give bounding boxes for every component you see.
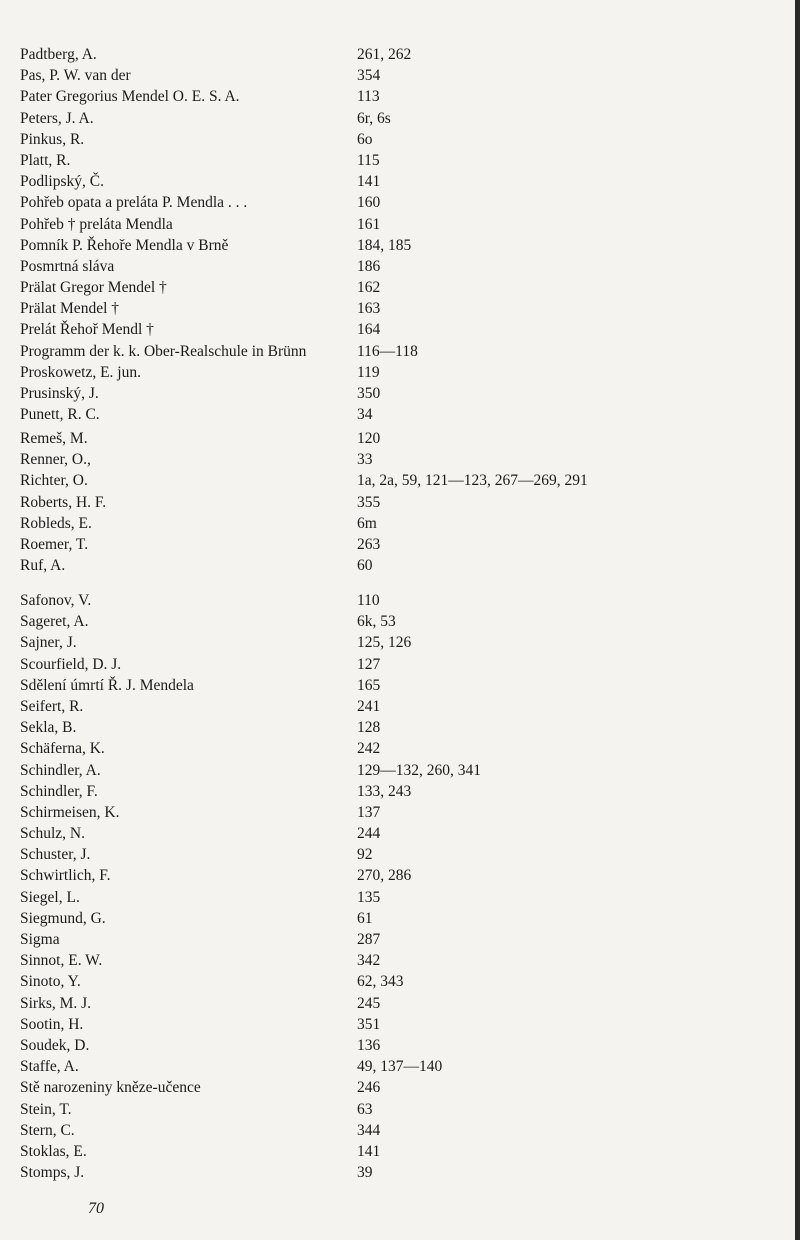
index-group-s — [20, 590, 780, 1183]
entry-name: Schäferna, K. — [20, 740, 105, 758]
entry-pages: 136 — [357, 1036, 381, 1054]
entry-name: Remeš, M. — [20, 430, 88, 447]
entry-pages: 125, 126 — [357, 634, 412, 652]
index-entry — [20, 1056, 780, 1077]
entry-name: Pohřeb † preláta Mendla — [20, 215, 173, 233]
index-entry — [20, 696, 780, 717]
index-entry — [20, 654, 780, 675]
entry-name: Posmrtná sláva — [20, 257, 115, 275]
entry-pages: 133, 243 — [357, 782, 412, 800]
entry-name: Schindler, A. — [20, 761, 101, 779]
entry-name: Pohřeb opata a preláta P. Mendla . . . — [20, 194, 248, 212]
entry-name: Scourfield, D. J. — [20, 655, 122, 673]
entry-pages: 342 — [357, 952, 381, 970]
index-entry — [20, 802, 780, 823]
entry-name: Safonov, V. — [20, 592, 92, 609]
entry-name: Prälat Mendel † — [20, 300, 120, 318]
entry-pages: 350 — [357, 385, 381, 402]
index-entry — [20, 192, 780, 213]
index-entry — [20, 865, 780, 886]
entry-name: Roemer, T. — [20, 535, 89, 553]
index-entry — [20, 534, 780, 555]
entry-name: Pomník P. Řehoře Mendla v Brně — [20, 236, 229, 254]
entry-name: Platt, R. — [20, 151, 71, 169]
entry-pages: 92 — [357, 846, 373, 864]
entry-name: Peters, J. A. — [20, 109, 94, 127]
entry-pages: 355 — [357, 493, 381, 511]
index-entry — [20, 887, 780, 908]
entry-name: Stě narozeniny kněze-učence — [20, 1079, 201, 1097]
entry-pages: 62, 343 — [357, 973, 404, 991]
index-entry — [20, 1035, 780, 1056]
entry-pages: 263 — [357, 535, 381, 553]
entry-name: Prälat Gregor Mendel † — [20, 279, 167, 297]
entry-pages: 162 — [357, 279, 381, 297]
entry-pages: 110 — [357, 592, 380, 609]
index-entry — [20, 108, 780, 129]
entry-name: Ruf, A. — [20, 557, 66, 575]
entry-pages: 6m — [357, 514, 377, 532]
index-entry — [20, 404, 780, 425]
index-entry — [20, 298, 780, 319]
entry-pages: 161 — [357, 215, 381, 233]
index-entry — [20, 214, 780, 235]
entry-pages: 120 — [357, 430, 381, 447]
index-entry — [20, 823, 780, 844]
entry-pages: 246 — [357, 1079, 381, 1097]
page-number: 70 — [88, 1200, 104, 1217]
entry-pages: 351 — [357, 1015, 381, 1033]
index-entry — [20, 86, 780, 107]
entry-pages: 63 — [357, 1100, 373, 1118]
entry-name: Richter, O. — [20, 472, 88, 490]
entry-name: Sageret, A. — [20, 613, 89, 631]
entry-name: Roberts, H. F. — [20, 493, 107, 511]
entry-name: Sajner, J. — [20, 634, 77, 652]
index-entry — [20, 738, 780, 759]
index-entry — [20, 383, 780, 404]
entry-pages: 344 — [357, 1121, 381, 1139]
entry-pages: 113 — [357, 88, 380, 106]
index-entry — [20, 632, 780, 653]
entry-pages: 184, 185 — [357, 236, 412, 254]
index-entry — [20, 129, 780, 150]
index-entry — [20, 277, 780, 298]
entry-pages: 245 — [357, 994, 381, 1012]
entry-pages: 33 — [357, 451, 373, 469]
entry-name: Sigma — [20, 931, 60, 948]
index-entry — [20, 590, 780, 611]
index-entry — [20, 675, 780, 696]
index-entry — [20, 929, 780, 950]
entry-pages: 39 — [357, 1164, 373, 1182]
entry-pages: 242 — [357, 740, 381, 758]
entry-name: Stein, T. — [20, 1100, 72, 1118]
entry-pages: 287 — [357, 931, 381, 948]
index-entry — [20, 150, 780, 171]
entry-name: Soudek, D. — [20, 1036, 90, 1054]
index-entry — [20, 65, 780, 86]
entry-name: Siegmund, G. — [20, 909, 106, 927]
index-group-r — [20, 428, 780, 576]
entry-pages: 116—118 — [357, 342, 418, 360]
entry-pages: 6r, 6s — [357, 109, 391, 127]
index-entry — [20, 760, 780, 781]
entry-pages: 270, 286 — [357, 867, 412, 885]
index-entry — [20, 492, 780, 513]
entry-name: Schirmeisen, K. — [20, 803, 120, 821]
entry-pages: 6o — [357, 130, 373, 148]
entry-pages: 128 — [357, 719, 381, 737]
entry-name: Proskowetz, E. jun. — [20, 363, 141, 381]
index-entry — [20, 717, 780, 738]
index-entry — [20, 555, 780, 576]
entry-pages: 354 — [357, 67, 381, 85]
entry-pages: 164 — [357, 321, 381, 339]
entry-name: Staffe, A. — [20, 1058, 79, 1076]
index-entry — [20, 971, 780, 992]
index-entry — [20, 362, 780, 383]
index-entry — [20, 844, 780, 865]
entry-name: Schindler, F. — [20, 782, 98, 800]
index-entry — [20, 513, 780, 534]
entry-pages: 61 — [357, 909, 373, 927]
entry-pages: 186 — [357, 257, 381, 275]
index-group-p — [20, 44, 780, 425]
entry-pages: 160 — [357, 194, 381, 212]
entry-name: Punett, R. C. — [20, 406, 100, 424]
entry-pages: 135 — [357, 888, 381, 906]
entry-pages: 6k, 53 — [357, 613, 396, 631]
entry-name: Sinnot, E. W. — [20, 952, 103, 970]
index-entry — [20, 950, 780, 971]
entry-pages: 141 — [357, 173, 381, 191]
entry-name: Padtberg, A. — [20, 46, 97, 63]
entry-pages: 34 — [357, 406, 373, 424]
index-entry — [20, 1099, 780, 1120]
entry-name: Pas, P. W. van der — [20, 67, 131, 85]
index-entry — [20, 908, 780, 929]
index-entry — [20, 611, 780, 632]
index-entry — [20, 44, 780, 65]
entry-pages: 241 — [357, 697, 381, 715]
index-entry — [20, 235, 780, 256]
entry-pages: 244 — [357, 825, 381, 843]
entry-pages: 49, 137—140 — [357, 1058, 443, 1076]
entry-name: Sirks, M. J. — [20, 994, 92, 1012]
entry-pages: 1a, 2a, 59, 121—123, 267—269, 291 — [357, 472, 588, 490]
entry-name: Sootin, H. — [20, 1015, 84, 1033]
index-entry — [20, 256, 780, 277]
index-entry — [20, 428, 780, 449]
entry-name: Robleds, E. — [20, 514, 92, 532]
entry-name: Programm der k. k. Ober-Realschule in Brünn — [20, 342, 307, 360]
entry-pages: 137 — [357, 803, 381, 821]
entry-name: Seifert, R. — [20, 697, 84, 715]
index-entry — [20, 1141, 780, 1162]
index-entry — [20, 171, 780, 192]
entry-name: Prusinský, J. — [20, 385, 99, 402]
index-entry — [20, 993, 780, 1014]
index-entry — [20, 1162, 780, 1183]
index-entry — [20, 1120, 780, 1141]
entry-pages: 127 — [357, 655, 381, 673]
entry-name: Renner, O., — [20, 451, 91, 469]
entry-name: Pinkus, R. — [20, 130, 85, 148]
entry-name: Sinoto, Y. — [20, 973, 81, 991]
entry-name: Schulz, N. — [20, 825, 86, 843]
entry-pages: 60 — [357, 557, 373, 575]
entry-name: Sdělení úmrtí Ř. J. Mendela — [20, 676, 194, 694]
index-entry — [20, 1077, 780, 1098]
entry-name: Podlipský, Č. — [20, 173, 104, 191]
entry-name: Stern, C. — [20, 1121, 75, 1139]
index-entry — [20, 341, 780, 362]
entry-name: Sekla, B. — [20, 719, 77, 737]
entry-name: Siegel, L. — [20, 888, 80, 906]
entry-name: Prelát Řehoř Mendl † — [20, 321, 154, 339]
entry-pages: 165 — [357, 676, 381, 694]
index-entry — [20, 781, 780, 802]
entry-name: Stomps, J. — [20, 1164, 85, 1182]
entry-name: Schuster, J. — [20, 846, 91, 864]
entry-pages: 119 — [357, 363, 380, 381]
index-entry — [20, 319, 780, 340]
index-entry — [20, 470, 780, 491]
entry-pages: 115 — [357, 151, 380, 169]
index-entry — [20, 449, 780, 470]
entry-pages: 141 — [357, 1142, 381, 1160]
entry-pages: 129—132, 260, 341 — [357, 761, 481, 779]
index-entry — [20, 1014, 780, 1035]
page-edge-shadow — [795, 0, 800, 1240]
entry-name: Pater Gregorius Mendel O. E. S. A. — [20, 88, 240, 106]
entry-pages: 261, 262 — [357, 46, 412, 63]
entry-pages: 163 — [357, 300, 381, 318]
entry-name: Schwirtlich, F. — [20, 867, 111, 885]
entry-name: Stoklas, E. — [20, 1142, 87, 1160]
